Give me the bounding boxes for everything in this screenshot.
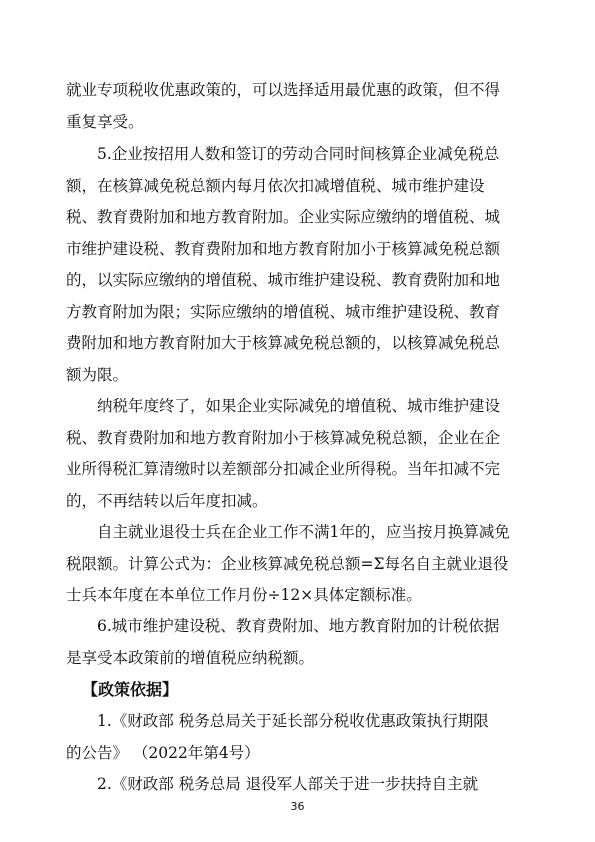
basis-item-1 [66, 706, 529, 769]
text-line: 额为限。 [66, 365, 129, 384]
text-line: 费附加和地方教育附加大于核算减免税总额的，以核算减免税总 [66, 334, 501, 352]
text-line: 自主就业退役士兵在企业工作不满1年的，应当按月换算减免 [97, 523, 510, 541]
text-line: 市维护建设税、教育费附加和地方教育附加小于核算减免税总额 [66, 239, 501, 258]
text-line: 的公告》 （2022年第4号） [66, 743, 260, 762]
paragraph-3 [66, 391, 529, 517]
text-line: 税、教育费附加和地方教育附加小于核算减免税总额，企业在企 [66, 428, 501, 447]
text-line: 2.《财政部 税务总局 退役军人部关于进一步扶持自主就 [97, 775, 479, 793]
text-line: 税、教育费附加和地方教育附加。企业实际应缴纳的增值税、城 [66, 208, 501, 226]
text-line: 重复享受。 [66, 112, 144, 131]
text-line: 5.企业按招用人数和签订的劳动合同时间核算企业减免税总 [97, 145, 500, 163]
basis-item-2 [66, 769, 529, 801]
text-line: 1.《财政部 税务总局关于延长部分税收优惠政策执行期限 [97, 712, 489, 730]
paragraph-2 [66, 139, 529, 391]
text-line: 6.城市维护建设税、教育费附加、地方教育附加的计税依据 [97, 617, 500, 635]
text-line: 的，不再结转以后年度扣减。 [66, 491, 268, 510]
text-line: 税限额。计算公式为：企业核算减免税总额=Σ每名自主就业退役 [66, 554, 509, 573]
section-heading: 【政策依据】 [82, 680, 179, 699]
text-line: 就业专项税收优惠政策的，可以选择适用最优惠的政策，但不得 [66, 81, 501, 99]
page-number: 36 [290, 800, 305, 813]
paragraph-5 [66, 611, 529, 674]
paragraph-4 [66, 517, 529, 612]
text-line: 士兵本年度在本单位工作月份÷12×具体定额标准。 [66, 586, 422, 604]
text-line: 额，在核算减免税总额内每月依次扣减增值税、城市维护建设 [66, 176, 485, 195]
text-line: 是享受本政策前的增值税应纳税额。 [66, 648, 315, 667]
text-line: 方教育附加为限；实际应缴纳的增值税、城市维护建设税、教育 [66, 302, 501, 321]
paragraph-1 [66, 75, 529, 138]
text-line: 的，以实际应缴纳的增值税、城市维护建设税、教育费附加和地 [66, 271, 501, 289]
text-line: 纳税年度终了，如果企业实际减免的增值税、城市维护建设 [97, 397, 501, 415]
text-line: 业所得税汇算清缴时以差额部分扣减企业所得税。当年扣减不完 [66, 460, 501, 478]
